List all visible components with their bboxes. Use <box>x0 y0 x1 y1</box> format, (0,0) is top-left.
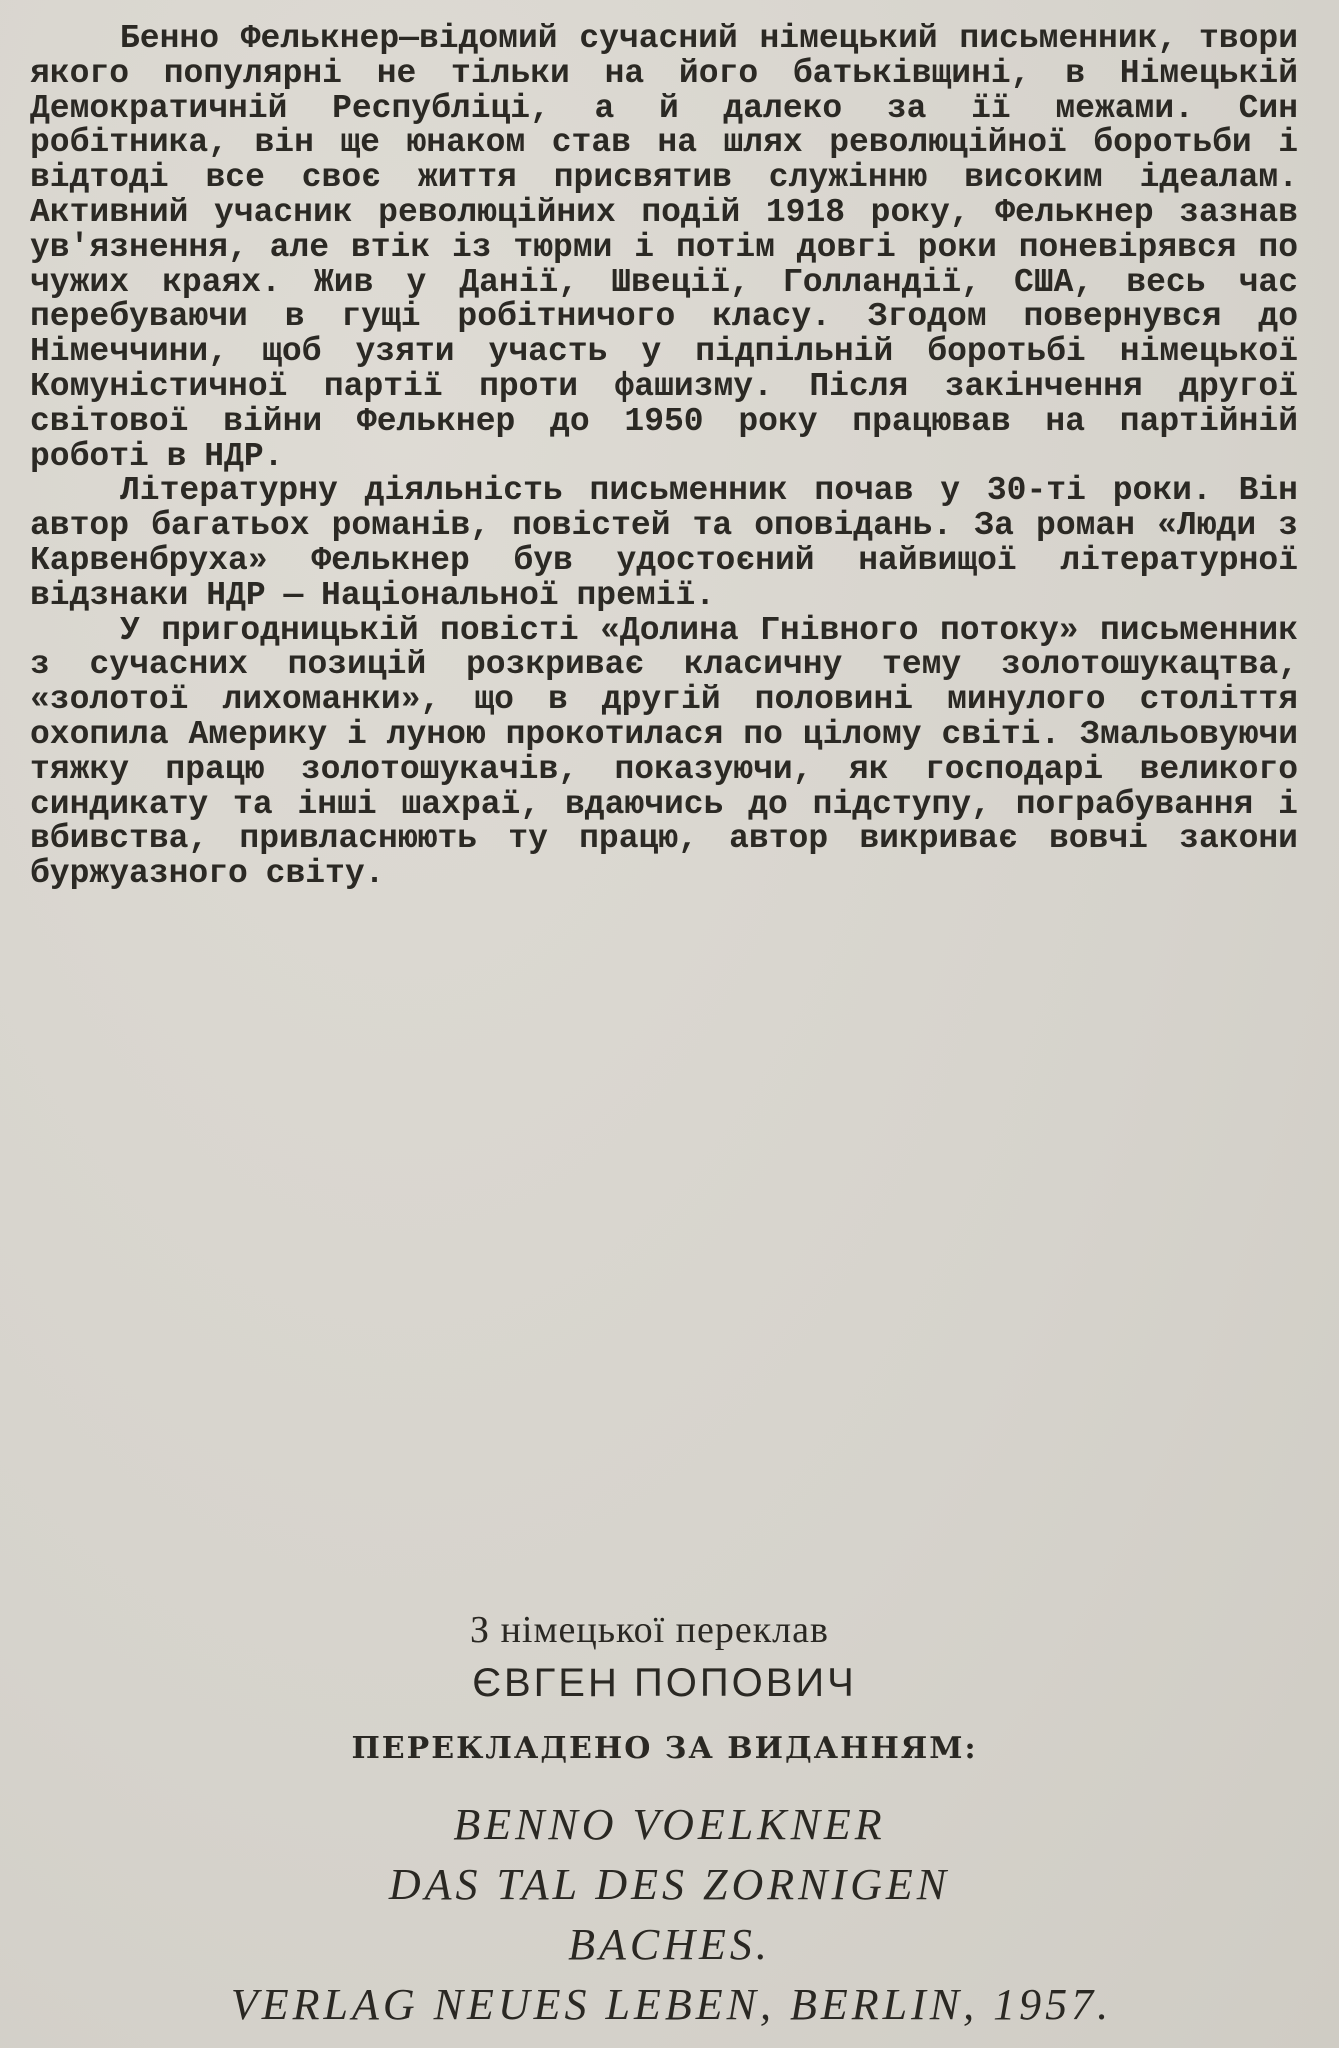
source-title-line-1: DAS TAL DES ZORNIGEN <box>388 1860 951 1909</box>
source-title-line-2: BACHES. <box>568 1920 771 1969</box>
annotation-paragraph-novel-summary: У пригодницькій повісті «Долина Гнівного потоку» письменник з сучасних позицій розкриває класичну тему золотошукацтва, «золотої лихоманки», що в другій половині минулого століття охопила Америку і луною прокотилася по цілому світі. Змальовуючи тяжку працю золотошукачів, показуючи, як господарі великого синдикату та інші шахраї, вдаючись до підступу, пограбування і вбивства, привласнюють ту працю, автор викриває вовчі закони буржуазного світу. <box>30 611 1298 893</box>
source-publisher: VERLAG NEUES LEBEN, BERLIN, 1957. <box>230 1980 1113 2029</box>
source-edition <box>0 1795 1339 1975</box>
annotation-text <box>30 22 1298 892</box>
edition-label: ПЕРЕКЛАДЕНО ЗА ВИДАННЯМ: <box>351 1731 978 1766</box>
annotation-paragraph-biography: Бенно Фелькнер—відомий сучасний німецький письменник, твори якого популярні не тільки на його батьківщині, в Німецькій Демократичній Республіці, а й далеко за її межами. Син робітника, він ще юнаком став на шлях революційної боротьби і відтоді все своє життя присвятив служінню високим ідеалам. Активний учасник революційних подій 1918 року, Фелькнер зазнав ув'язнення, але втік із тюрми і потім довгі роки поневірявся по чужих краях. Жив у Данії, Швеції, Голландії, США, весь час перебуваючи в гущі робітничого класу. Згодом повернувся до Німеччини, щоб узяти участь у підпільній боротьбі німецької Комуністичної партії проти фашизму. Після закінчення другої світової війни Фелькнер до 1950 року працював на партійній роботі в НДР. <box>30 20 1298 475</box>
annotation-paragraph-literary-work: Літературну діяльність письменник почав у 30-ті роки. Він автор багатьох романів, повістей та оповідань. За роман «Люди з Карвенбруха» Фелькнер був удостоєний найвищої літературної відзнаки НДР — Національної премії. <box>30 472 1298 614</box>
translator-note: З німецької переклав <box>470 1609 829 1651</box>
translation-credits <box>0 1605 1339 2035</box>
translator-name: ЄВГЕН ПОПОВИЧ <box>472 1661 857 1705</box>
source-author: BENNO VOELKNER <box>453 1800 886 1849</box>
